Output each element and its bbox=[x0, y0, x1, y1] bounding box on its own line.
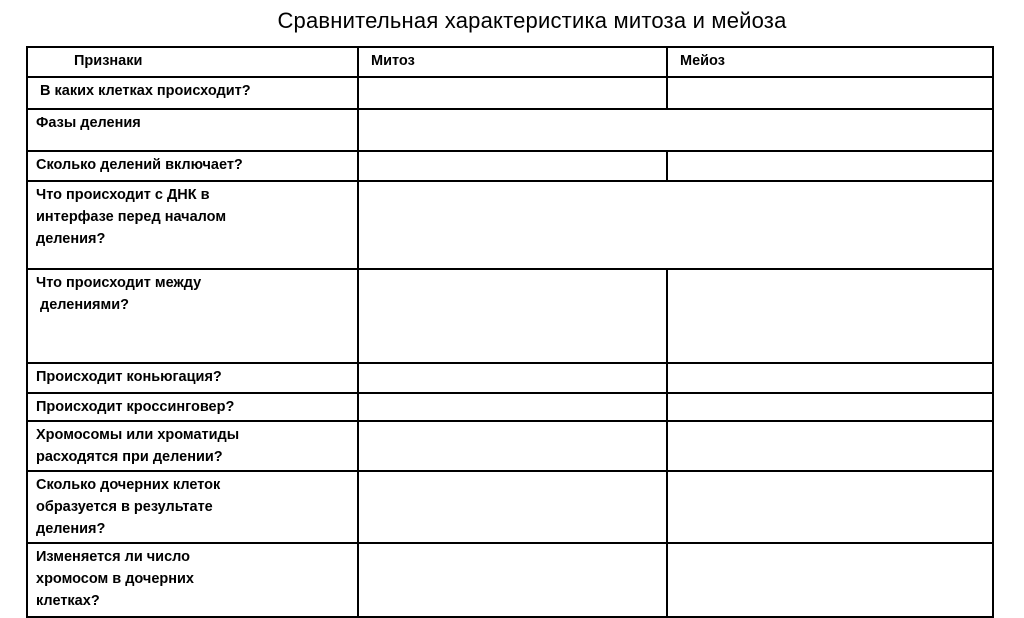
meiosis-cell[interactable] bbox=[667, 393, 993, 421]
header-features: Признаки bbox=[27, 47, 358, 77]
row-label-line: клетках? bbox=[36, 593, 100, 609]
row-label-line: делениями? bbox=[40, 297, 129, 313]
row-label-line: расходятся при делении? bbox=[36, 449, 223, 465]
table-row bbox=[27, 269, 993, 363]
mitosis-cell[interactable] bbox=[358, 363, 667, 393]
row-label bbox=[27, 471, 358, 543]
row-label bbox=[27, 77, 358, 109]
row-label-line: Сколько дочерних клеток bbox=[36, 477, 221, 493]
row-label-line: Что происходит с ДНК в bbox=[36, 187, 210, 203]
table-row bbox=[27, 363, 993, 393]
mitosis-cell[interactable] bbox=[358, 471, 667, 543]
comparison-table bbox=[26, 46, 994, 618]
row-label bbox=[27, 269, 358, 363]
row-label-line: хромосом в дочерних bbox=[36, 571, 194, 587]
row-label bbox=[27, 363, 358, 393]
mitosis-cell[interactable] bbox=[358, 543, 667, 617]
table-row bbox=[27, 77, 993, 109]
table-row bbox=[27, 471, 993, 543]
mitosis-cell[interactable] bbox=[358, 77, 667, 109]
row-label bbox=[27, 393, 358, 421]
meiosis-cell[interactable] bbox=[667, 543, 993, 617]
meiosis-cell[interactable] bbox=[667, 363, 993, 393]
table-row bbox=[27, 181, 993, 269]
table-row bbox=[27, 421, 993, 471]
row-label bbox=[27, 109, 358, 151]
table-row bbox=[27, 543, 993, 617]
comparison-table-container bbox=[26, 46, 992, 618]
row-label bbox=[27, 181, 358, 269]
meiosis-cell[interactable] bbox=[667, 77, 993, 109]
mitosis-cell[interactable] bbox=[358, 269, 667, 363]
merged-cell[interactable] bbox=[358, 181, 993, 269]
table-header-row bbox=[27, 47, 993, 77]
header-meiosis: Мейоз bbox=[667, 47, 993, 77]
row-label-line: интерфазе перед началом bbox=[36, 209, 227, 225]
row-label-line: Изменяется ли число bbox=[36, 549, 191, 565]
row-label-text: Сколько делений включает? bbox=[36, 157, 243, 173]
row-label-line: деления? bbox=[36, 521, 106, 537]
table-row bbox=[27, 109, 993, 151]
page-title: Сравнительная характеристика митоза и мейоза bbox=[277, 8, 787, 33]
table-row bbox=[27, 151, 993, 181]
mitosis-cell[interactable] bbox=[358, 421, 667, 471]
mitosis-cell[interactable] bbox=[358, 393, 667, 421]
meiosis-cell[interactable] bbox=[667, 471, 993, 543]
row-label-line: образуется в результате bbox=[36, 499, 213, 515]
meiosis-cell[interactable] bbox=[667, 421, 993, 471]
row-label bbox=[27, 421, 358, 471]
row-label-line: деления? bbox=[36, 231, 106, 247]
row-label-text: Фазы деления bbox=[36, 115, 141, 131]
row-label-text: В каких клетках происходит? bbox=[40, 83, 251, 99]
table-row bbox=[27, 393, 993, 421]
merged-cell[interactable] bbox=[358, 109, 993, 151]
header-mitosis: Митоз bbox=[358, 47, 667, 77]
meiosis-cell[interactable] bbox=[667, 269, 993, 363]
row-label-line: Что происходит между bbox=[36, 275, 202, 291]
row-label-line: Хромосомы или хроматиды bbox=[36, 427, 240, 443]
row-label bbox=[27, 543, 358, 617]
mitosis-cell[interactable] bbox=[358, 151, 667, 181]
row-label-text: Происходит коньюгация? bbox=[36, 369, 222, 385]
meiosis-cell[interactable] bbox=[667, 151, 993, 181]
row-label bbox=[27, 151, 358, 181]
row-label-text: Происходит кроссинговер? bbox=[36, 399, 235, 415]
